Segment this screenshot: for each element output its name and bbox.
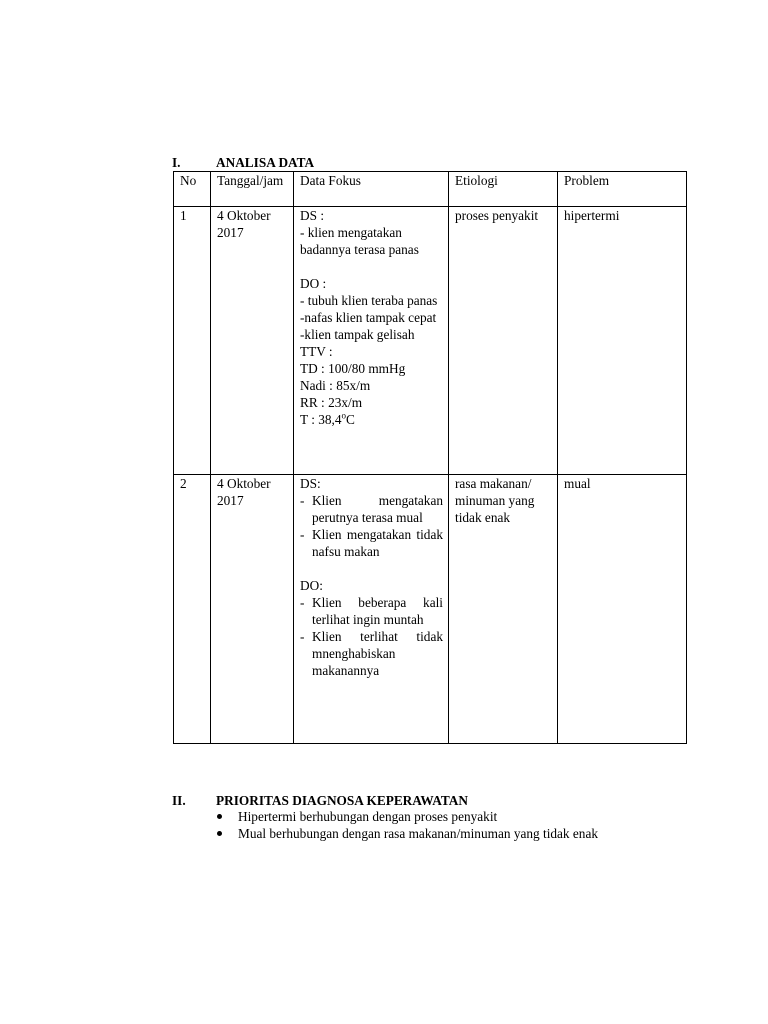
list-item: Mual berhubungan dengan rasa makanan/minuman yang tidak enak bbox=[214, 825, 598, 842]
do-item: -nafas klien tampak cepat bbox=[300, 310, 437, 325]
cell-etiologi: rasa makanan/ minuman yang tidak enak bbox=[449, 475, 558, 744]
diagnosis-priority-list bbox=[214, 808, 598, 842]
ttv-value: TD : 100/80 mmHg bbox=[300, 361, 406, 376]
ds-label: DS: bbox=[300, 476, 321, 491]
ds-label: DS : bbox=[300, 208, 325, 223]
cell-tanggal: 4 Oktober 2017 bbox=[211, 207, 294, 475]
cell-problem: hipertermi bbox=[558, 207, 687, 475]
ttv-label: TTV : bbox=[300, 344, 333, 359]
cell-etiologi: proses penyakit bbox=[449, 207, 558, 475]
header-no: No bbox=[174, 172, 211, 207]
cell-data-fokus bbox=[294, 475, 449, 744]
do-label: DO : bbox=[300, 276, 327, 291]
section-title: PRIORITAS DIAGNOSA KEPERAWATAN bbox=[216, 793, 468, 808]
cell-problem: mual bbox=[558, 475, 687, 744]
analisa-data-table bbox=[173, 171, 687, 744]
do-item: - Klien beberapa kali terlihat ingin muntah bbox=[300, 594, 443, 628]
ds-item: - Klien mengatakan perutnya terasa mual bbox=[300, 492, 443, 526]
cell-no: 1 bbox=[174, 207, 211, 475]
ds-list bbox=[300, 492, 443, 560]
header-etiologi: Etiologi bbox=[449, 172, 558, 207]
do-item: - tubuh klien teraba panas bbox=[300, 293, 438, 308]
header-tanggal: Tanggal/jam bbox=[211, 172, 294, 207]
ds-item: - klien mengatakan badannya terasa panas bbox=[300, 225, 419, 257]
do-item: -klien tampak gelisah bbox=[300, 327, 415, 342]
cell-data-fokus bbox=[294, 207, 449, 475]
temperature-value: T : 38,4$^o$C bbox=[300, 410, 355, 427]
table-row bbox=[174, 207, 687, 475]
cell-no: 2 bbox=[174, 475, 211, 744]
header-data-fokus: Data Fokus bbox=[294, 172, 449, 207]
do-list bbox=[300, 594, 443, 679]
header-problem: Problem bbox=[558, 172, 687, 207]
ttv-value: RR : 23x/m bbox=[300, 395, 363, 410]
table-header-row bbox=[174, 172, 687, 207]
section-number: I. bbox=[172, 155, 181, 170]
cell-tanggal: 4 Oktober 2017 bbox=[211, 475, 294, 744]
section-number: II. bbox=[172, 793, 186, 808]
ttv-value: Nadi : 85x/m bbox=[300, 378, 371, 393]
list-item: Hipertermi berhubungan dengan proses penyakit bbox=[214, 808, 598, 825]
section-title: ANALISA DATA bbox=[216, 155, 315, 170]
table-row bbox=[174, 475, 687, 744]
ds-item: - Klien mengatakan tidak nafsu makan bbox=[300, 526, 443, 560]
do-item: - Klien terlihat tidak mnenghabiskan makanannya bbox=[300, 628, 443, 679]
do-label: DO: bbox=[300, 578, 323, 593]
section-heading-prioritas-diagnosa bbox=[172, 792, 468, 809]
section-heading-analisa-data bbox=[172, 154, 314, 171]
